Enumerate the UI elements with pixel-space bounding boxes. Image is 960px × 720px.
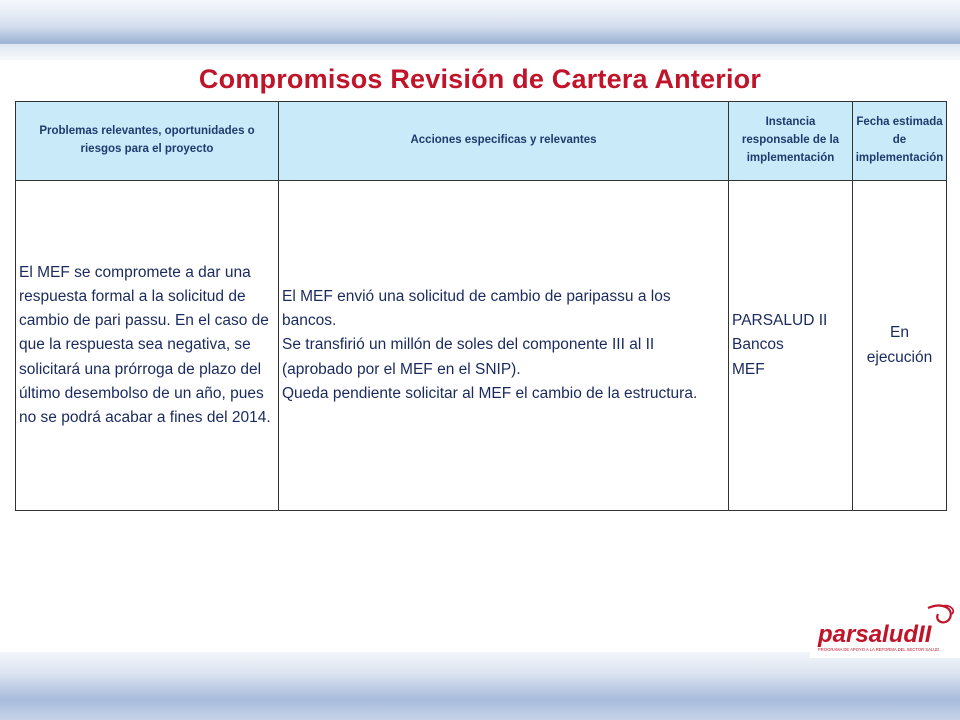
- top-decor-band: [0, 0, 960, 60]
- logo-wordmark: parsaludII: [818, 621, 932, 648]
- responsible-item: PARSALUD II: [732, 312, 828, 330]
- header-problems: Problemas relevantes, oportunidades o riesgos para el proyecto: [16, 102, 279, 181]
- table-row: [16, 181, 947, 511]
- action-item: Queda pendiente solicitar al MEF el cambio de la estructura.: [282, 384, 698, 402]
- cell-responsible: [729, 181, 853, 511]
- responsible-item: MEF: [732, 360, 765, 378]
- parsalud-logo-icon: [810, 600, 960, 658]
- slide-title: Compromisos Revisión de Cartera Anterior: [198, 64, 762, 94]
- parsalud-logo: [810, 600, 960, 658]
- header-actions: Acciones especificas y relevantes: [279, 102, 729, 181]
- cell-actions: [279, 181, 729, 511]
- commitments-table: [15, 101, 947, 511]
- responsible-item: Bancos: [732, 336, 784, 354]
- cell-problem: El MEF se compromete a dar una respuesta formal a la solicitud de cambio de pari passu. En el caso de que la respuesta sea negativa, se solicitará una prórroga de plazo del último desembolso de un año, pues no se podrá acabar a fines del 2014.: [16, 181, 279, 511]
- logo-tagline: PROGRAMA DE APOYO A LA REFORMA DEL SECTOR SALUD: [818, 647, 940, 652]
- header-date: Fecha estimada de implementación: [853, 102, 947, 181]
- action-item: El MEF envió una solicitud de cambio de paripassu a los bancos.: [282, 288, 671, 330]
- action-item: Se transfirió un millón de soles del componente III al II (aprobado por el MEF en el SNIP).: [282, 336, 655, 378]
- bottom-decor-band: [0, 652, 960, 720]
- header-responsible: Instancia responsable de la implementación: [729, 102, 853, 181]
- cell-date: En ejecución: [853, 181, 947, 511]
- table-header-row: [16, 102, 947, 181]
